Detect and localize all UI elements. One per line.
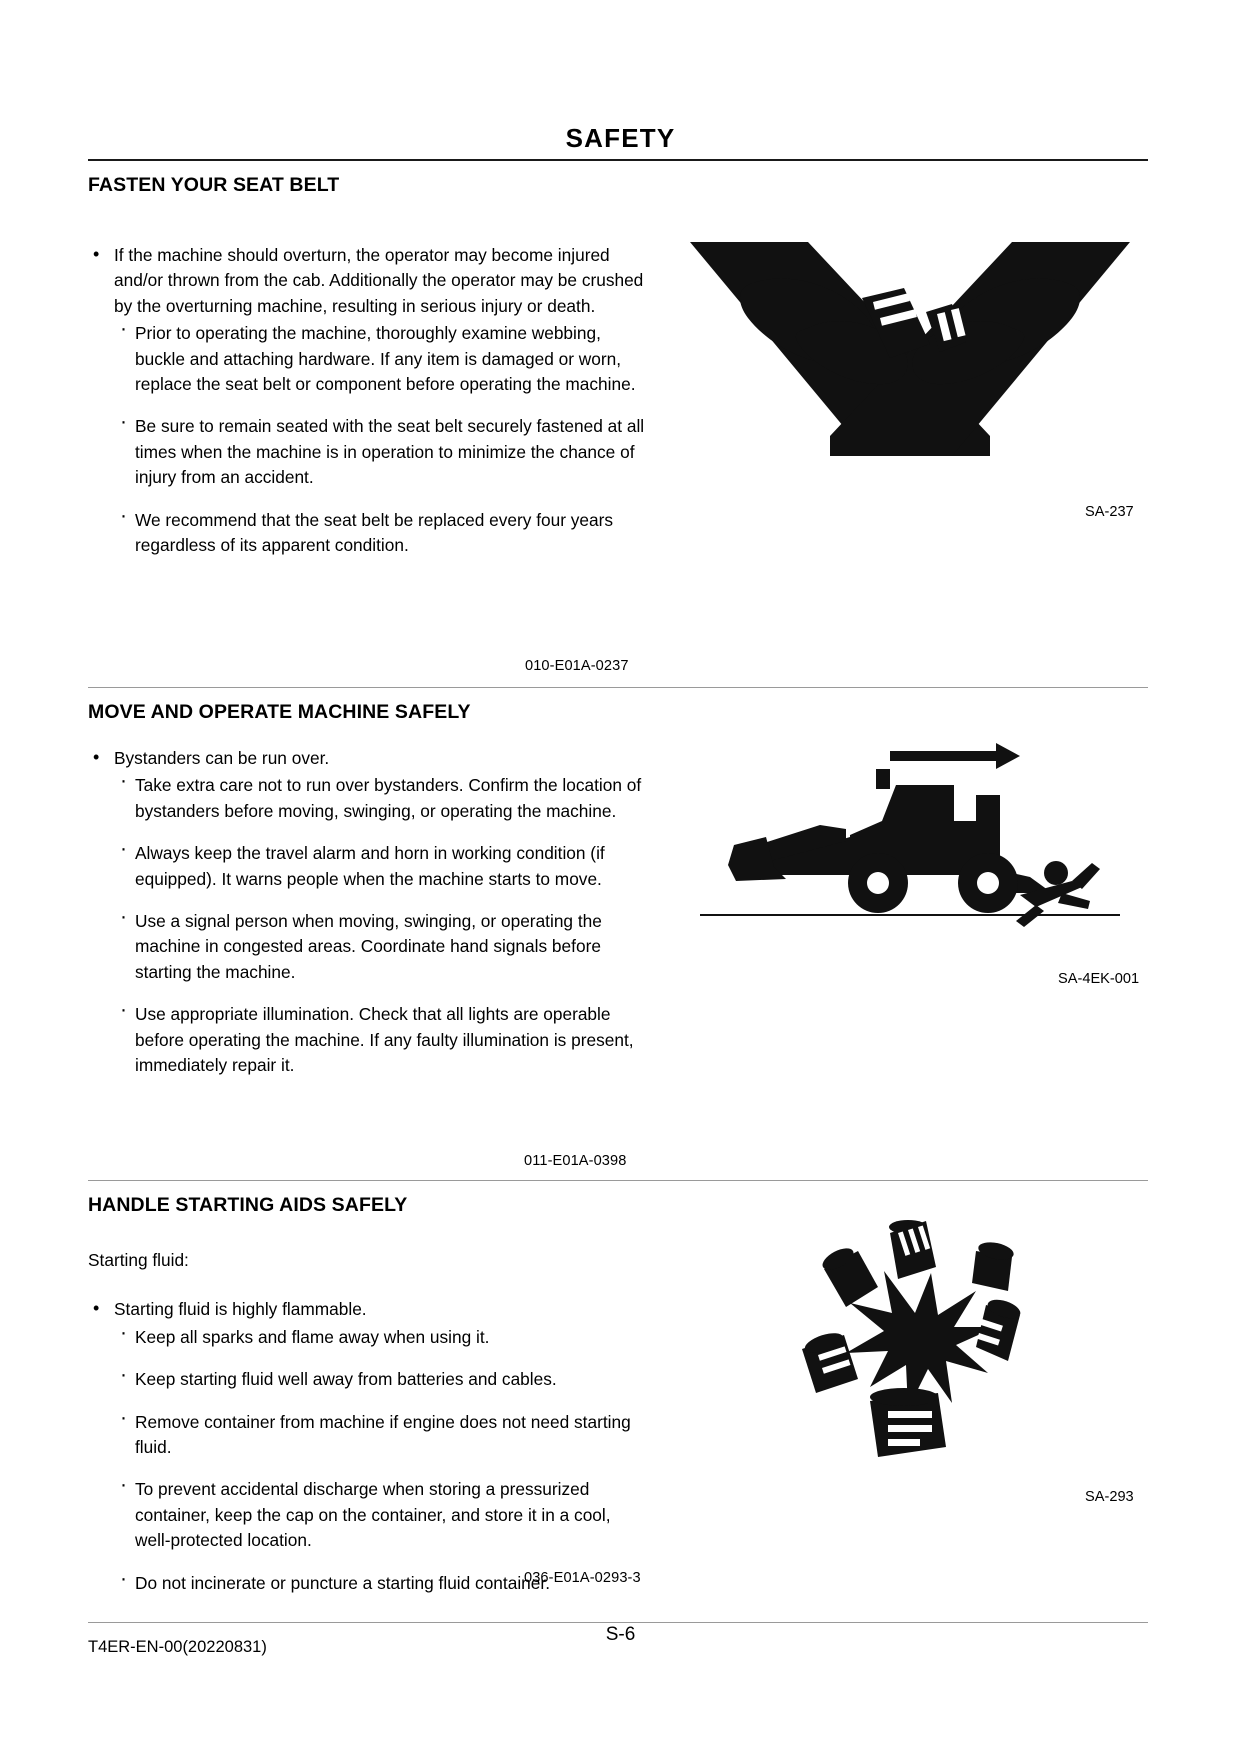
section-2-sub-2: Always keep the travel alarm and horn in working condition (if equipped). It warns people when the machine starts to move. [135, 843, 605, 889]
figure-code-3: SA-293 [1085, 1489, 1134, 1505]
section-2-sub-bullet-list [114, 773, 648, 1078]
page-title: SAFETY [565, 123, 676, 153]
section-heading-3: HANDLE STARTING AIDS SAFELY [88, 1194, 408, 1216]
section-2-sub-3: Use a signal person when moving, swinging, or operating the machine in congested areas. Coordinate hand signals before starting the machine. [135, 911, 602, 982]
list-item [114, 1410, 648, 1461]
figure-seat-belt [690, 240, 1130, 460]
section-3-main-bullet-text: Starting fluid is highly flammable. [114, 1299, 367, 1320]
section-3-sub-3: Remove container from machine if engine does not need starting fluid. [135, 1411, 631, 1458]
list-item [114, 773, 648, 824]
list-item [114, 841, 648, 892]
section-code-1: 010-E01A-0237 [525, 658, 629, 674]
section-3-sub-bullet-list [114, 1325, 648, 1596]
section-3-bullet-list [88, 1297, 648, 1322]
section-2-main-bullet-text: Bystanders can be run over. [114, 748, 330, 768]
figure-code-2: SA-4EK-001 [1058, 971, 1140, 987]
section-3-text-column [88, 1248, 648, 1596]
list-item [88, 243, 648, 319]
section-3-sub-1: Keep all sparks and flame away when using it. [135, 1326, 490, 1347]
section-code-2: 011-E01A-0398 [524, 1153, 627, 1169]
section-heading-1: FASTEN YOUR SEAT BELT [88, 174, 340, 196]
list-item [114, 414, 648, 490]
list-item [88, 1297, 648, 1322]
footer-rule [88, 1622, 1148, 1623]
section-1-sub-1: Prior to operating the machine, thoroughly examine webbing, buckle and attaching hardware. If any item is damaged or worn, replace the seat belt or component before operating the machine. [135, 323, 636, 395]
section-1-sub-3: We recommend that the seat belt be replaced every four years regardless of its apparent condition. [135, 509, 614, 556]
list-item [88, 746, 648, 771]
list-item [114, 1002, 648, 1078]
list-item [114, 1325, 648, 1350]
section-1-text-column [88, 243, 648, 558]
section-3-intro: Starting fluid: [88, 1250, 189, 1270]
list-item [114, 909, 648, 985]
divider-1 [88, 687, 1148, 688]
figure-starting-fluid-explosion [780, 1195, 1060, 1485]
footer-document-code: T4ER-EN-00(20220831) [88, 1638, 267, 1656]
divider-2 [88, 1180, 1148, 1181]
section-2-sub-4: Use appropriate illumination. Check that all lights are operable before operating the machine. If any faulty illumination is present, immediately repair it. [135, 1004, 634, 1076]
list-item [114, 321, 648, 397]
figure-machine-bystander [700, 725, 1120, 955]
section-fasten-your-seat-belt [88, 174, 1148, 197]
section-1-sub-bullet-list [114, 321, 648, 558]
section-1-bullet-list [88, 243, 648, 319]
list-item [114, 1367, 648, 1392]
section-heading-2: MOVE AND OPERATE MACHINE SAFELY [88, 701, 471, 723]
section-1-sub-2: Be sure to remain seated with the seat belt securely fastened at all times when the machine is in operation to minimize the chance of injury from an accident. [135, 416, 645, 488]
footer-page-number: S-6 [605, 1624, 636, 1645]
section-3-sub-2: Keep starting fluid well away from batteries and cables. [135, 1369, 557, 1390]
section-2-sub-1: Take extra care not to run over bystanders. Confirm the location of bystanders before moving, swinging, or operating the machine. [135, 775, 642, 821]
section-3-sub-4: To prevent accidental discharge when storing a pressurized container, keep the cap on the container, and store it in a cool, well-protected location. [135, 1479, 611, 1551]
section-move-and-operate-machine-safely [88, 701, 1148, 724]
section-2-text-column [88, 746, 648, 1078]
list-item [114, 508, 648, 559]
section-1-main-bullet-text: If the machine should overturn, the operator may become injured and/or thrown from the cab. Additionally the operator may be crushed by the overturning machine, resulting in serious injury or death. [114, 245, 644, 316]
section-3-sub-5: Do not incinerate or puncture a starting fluid container. [135, 1572, 550, 1593]
list-item [114, 1477, 648, 1553]
section-code-3: 036-E01A-0293-3 [524, 1570, 641, 1586]
figure-code-1: SA-237 [1085, 504, 1134, 520]
section-2-bullet-list [88, 746, 648, 771]
header-rule [88, 159, 1148, 161]
